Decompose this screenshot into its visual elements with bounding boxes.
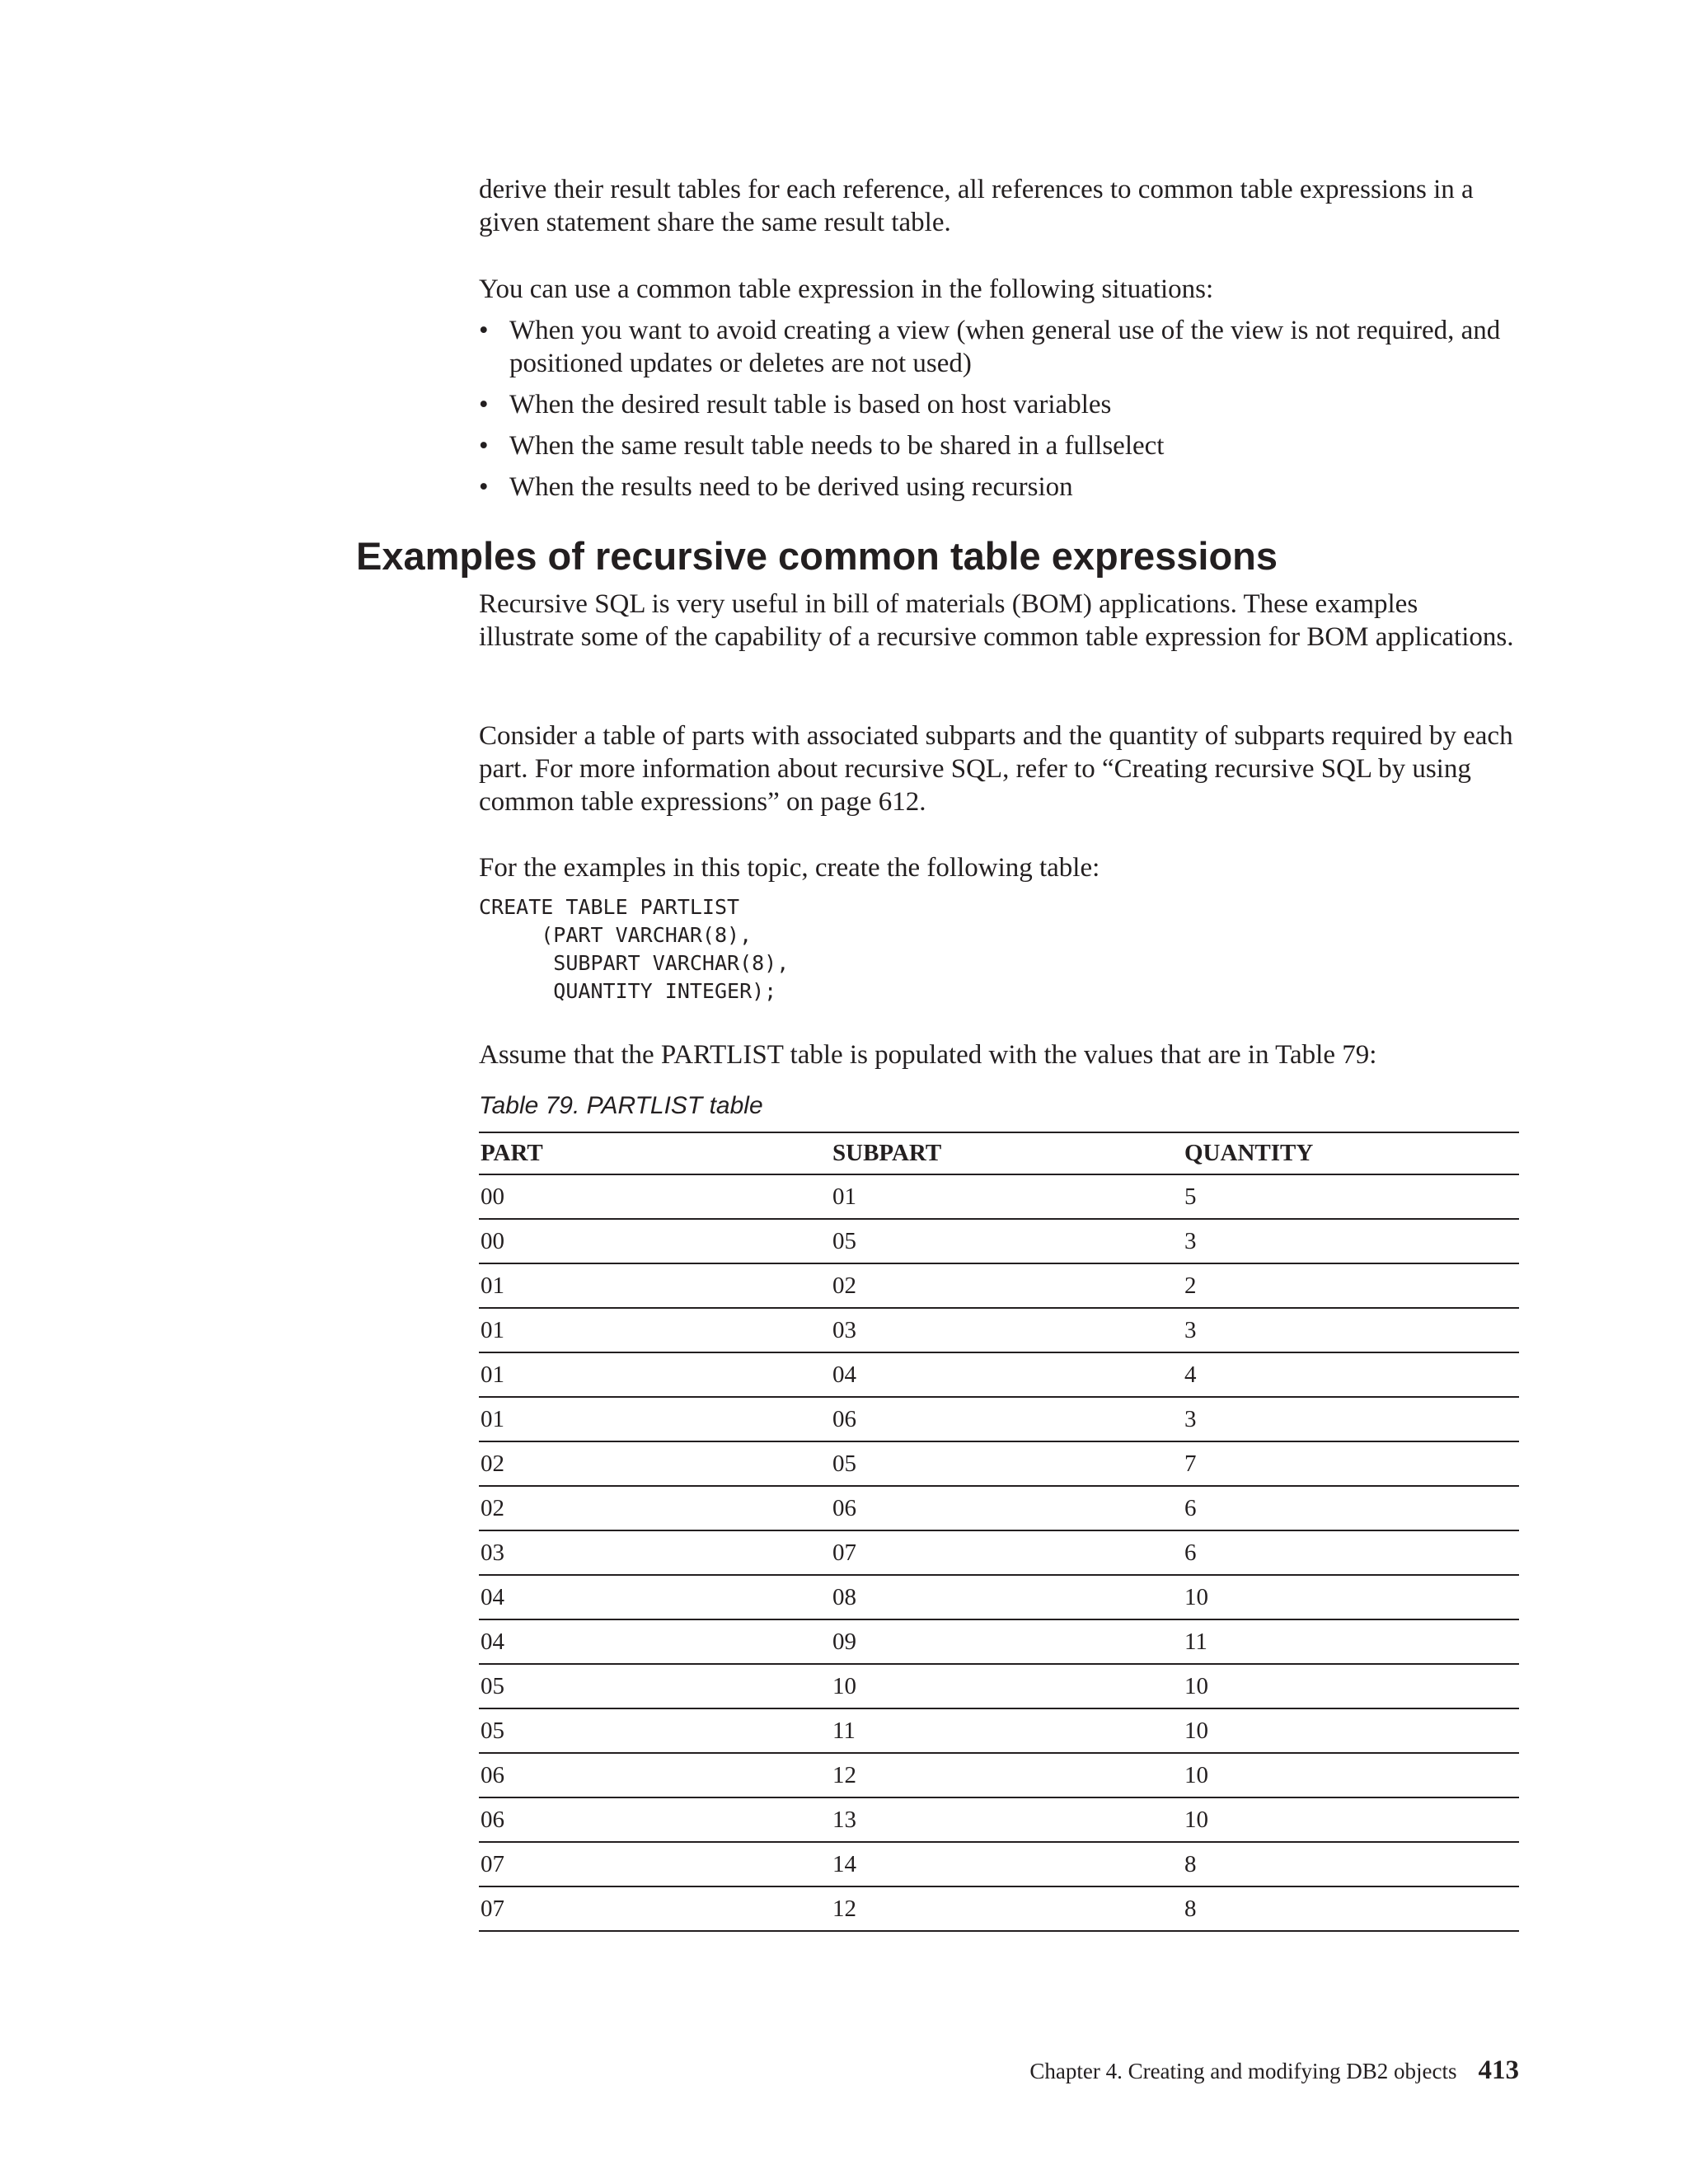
table-row xyxy=(479,1308,1519,1352)
cell-part: 02 xyxy=(479,1486,831,1530)
cell-part: 01 xyxy=(479,1308,831,1352)
cell-part: 06 xyxy=(479,1797,831,1842)
cell-quantity: 3 xyxy=(1183,1219,1519,1263)
cell-quantity: 10 xyxy=(1183,1753,1519,1797)
cell-quantity: 2 xyxy=(1183,1263,1519,1308)
cell-subpart: 04 xyxy=(831,1352,1183,1397)
cell-subpart: 02 xyxy=(831,1263,1183,1308)
table-row xyxy=(479,1352,1519,1397)
cell-part: 07 xyxy=(479,1886,831,1931)
cell-subpart: 06 xyxy=(831,1397,1183,1441)
table-row xyxy=(479,1530,1519,1575)
situations-list xyxy=(479,314,1519,512)
table-caption: Table 79. PARTLIST table xyxy=(479,1092,763,1119)
table-row xyxy=(479,1664,1519,1708)
intro-paragraph: derive their result tables for each reference, all references to common table expressions in a given statement share the same result table. xyxy=(479,175,1474,237)
table-row xyxy=(479,1886,1519,1931)
table-row xyxy=(479,1753,1519,1797)
table-row xyxy=(479,1842,1519,1886)
list-item-text: When the desired result table is based on host variables xyxy=(509,390,1112,419)
table-header-row xyxy=(479,1132,1519,1174)
column-header-quantity: QUANTITY xyxy=(1183,1132,1519,1174)
cell-quantity: 7 xyxy=(1183,1441,1519,1486)
list-item xyxy=(479,429,1519,462)
cell-subpart: 03 xyxy=(831,1308,1183,1352)
cell-part: 01 xyxy=(479,1263,831,1308)
section-heading: Examples of recursive common table expressions xyxy=(356,534,1278,578)
table-body xyxy=(479,1174,1519,1931)
table-row xyxy=(479,1219,1519,1263)
bullet-icon: • xyxy=(479,316,489,345)
bullet-icon: • xyxy=(479,390,489,419)
assume-paragraph: Assume that the PARTLIST table is populated with the values that are in Table 79: xyxy=(479,1040,1377,1070)
cell-quantity: 6 xyxy=(1183,1486,1519,1530)
table-row xyxy=(479,1397,1519,1441)
cell-part: 04 xyxy=(479,1619,831,1664)
cell-quantity: 8 xyxy=(1183,1842,1519,1886)
cell-subpart: 07 xyxy=(831,1530,1183,1575)
cell-quantity: 8 xyxy=(1183,1886,1519,1931)
column-header-part: PART xyxy=(479,1132,831,1174)
situations-intro: You can use a common table expression in the following situations: xyxy=(479,274,1214,304)
table-row xyxy=(479,1619,1519,1664)
list-item-text: When the same result table needs to be shared in a fullselect xyxy=(509,431,1165,461)
page-footer xyxy=(1029,2054,1519,2088)
list-item-text: When you want to avoid creating a view (when general use of the view is not required, and positioned updates or deletes are not used) xyxy=(509,316,1501,378)
cell-subpart: 14 xyxy=(831,1842,1183,1886)
table-row xyxy=(479,1263,1519,1308)
column-header-subpart: SUBPART xyxy=(831,1132,1183,1174)
cell-part: 05 xyxy=(479,1708,831,1753)
table-row xyxy=(479,1575,1519,1619)
parts-paragraph: Consider a table of parts with associated subparts and the quantity of subparts required by each part. For more information about recursive SQL, refer to “Creating recursive SQL by using common table expressions” on page 612. xyxy=(479,721,1513,817)
cell-part: 05 xyxy=(479,1664,831,1708)
cell-part: 00 xyxy=(479,1219,831,1263)
cell-quantity: 5 xyxy=(1183,1174,1519,1219)
partlist-table xyxy=(479,1132,1519,1932)
table-row xyxy=(479,1797,1519,1842)
cell-subpart: 05 xyxy=(831,1441,1183,1486)
cell-part: 02 xyxy=(479,1441,831,1486)
sql-code-block: CREATE TABLE PARTLIST (PART VARCHAR(8), SUBPART VARCHAR(8), QUANTITY INTEGER); xyxy=(479,895,790,1003)
cell-part: 03 xyxy=(479,1530,831,1575)
cell-part: 01 xyxy=(479,1397,831,1441)
cell-subpart: 13 xyxy=(831,1797,1183,1842)
cell-subpart: 08 xyxy=(831,1575,1183,1619)
page-number: 413 xyxy=(1478,2055,1519,2085)
footer-chapter: Chapter 4. Creating and modifying DB2 objects xyxy=(1029,2059,1457,2083)
create-paragraph: For the examples in this topic, create the following table: xyxy=(479,853,1100,883)
cell-subpart: 11 xyxy=(831,1708,1183,1753)
cell-quantity: 10 xyxy=(1183,1708,1519,1753)
table-row xyxy=(479,1486,1519,1530)
cell-quantity: 10 xyxy=(1183,1575,1519,1619)
cell-quantity: 10 xyxy=(1183,1797,1519,1842)
cell-subpart: 12 xyxy=(831,1753,1183,1797)
cell-subpart: 12 xyxy=(831,1886,1183,1931)
bom-paragraph: Recursive SQL is very useful in bill of materials (BOM) applications. These examples illustrate some of the capability of a recursive common table expression for BOM applications. xyxy=(479,589,1514,652)
cell-part: 07 xyxy=(479,1842,831,1886)
cell-quantity: 6 xyxy=(1183,1530,1519,1575)
cell-quantity: 3 xyxy=(1183,1397,1519,1441)
cell-quantity: 4 xyxy=(1183,1352,1519,1397)
cell-subpart: 06 xyxy=(831,1486,1183,1530)
cell-quantity: 11 xyxy=(1183,1619,1519,1664)
cell-subpart: 01 xyxy=(831,1174,1183,1219)
list-item xyxy=(479,314,1519,380)
cell-quantity: 10 xyxy=(1183,1664,1519,1708)
cell-subpart: 10 xyxy=(831,1664,1183,1708)
bullet-icon: • xyxy=(479,431,489,461)
list-item xyxy=(479,471,1519,504)
table-row xyxy=(479,1708,1519,1753)
table-row xyxy=(479,1441,1519,1486)
cell-part: 04 xyxy=(479,1575,831,1619)
bullet-icon: • xyxy=(479,472,489,502)
table-row xyxy=(479,1174,1519,1219)
cell-part: 00 xyxy=(479,1174,831,1219)
list-item xyxy=(479,388,1519,421)
cell-subpart: 05 xyxy=(831,1219,1183,1263)
cell-subpart: 09 xyxy=(831,1619,1183,1664)
cell-part: 06 xyxy=(479,1753,831,1797)
cell-part: 01 xyxy=(479,1352,831,1397)
cell-quantity: 3 xyxy=(1183,1308,1519,1352)
list-item-text: When the results need to be derived using recursion xyxy=(509,472,1073,502)
